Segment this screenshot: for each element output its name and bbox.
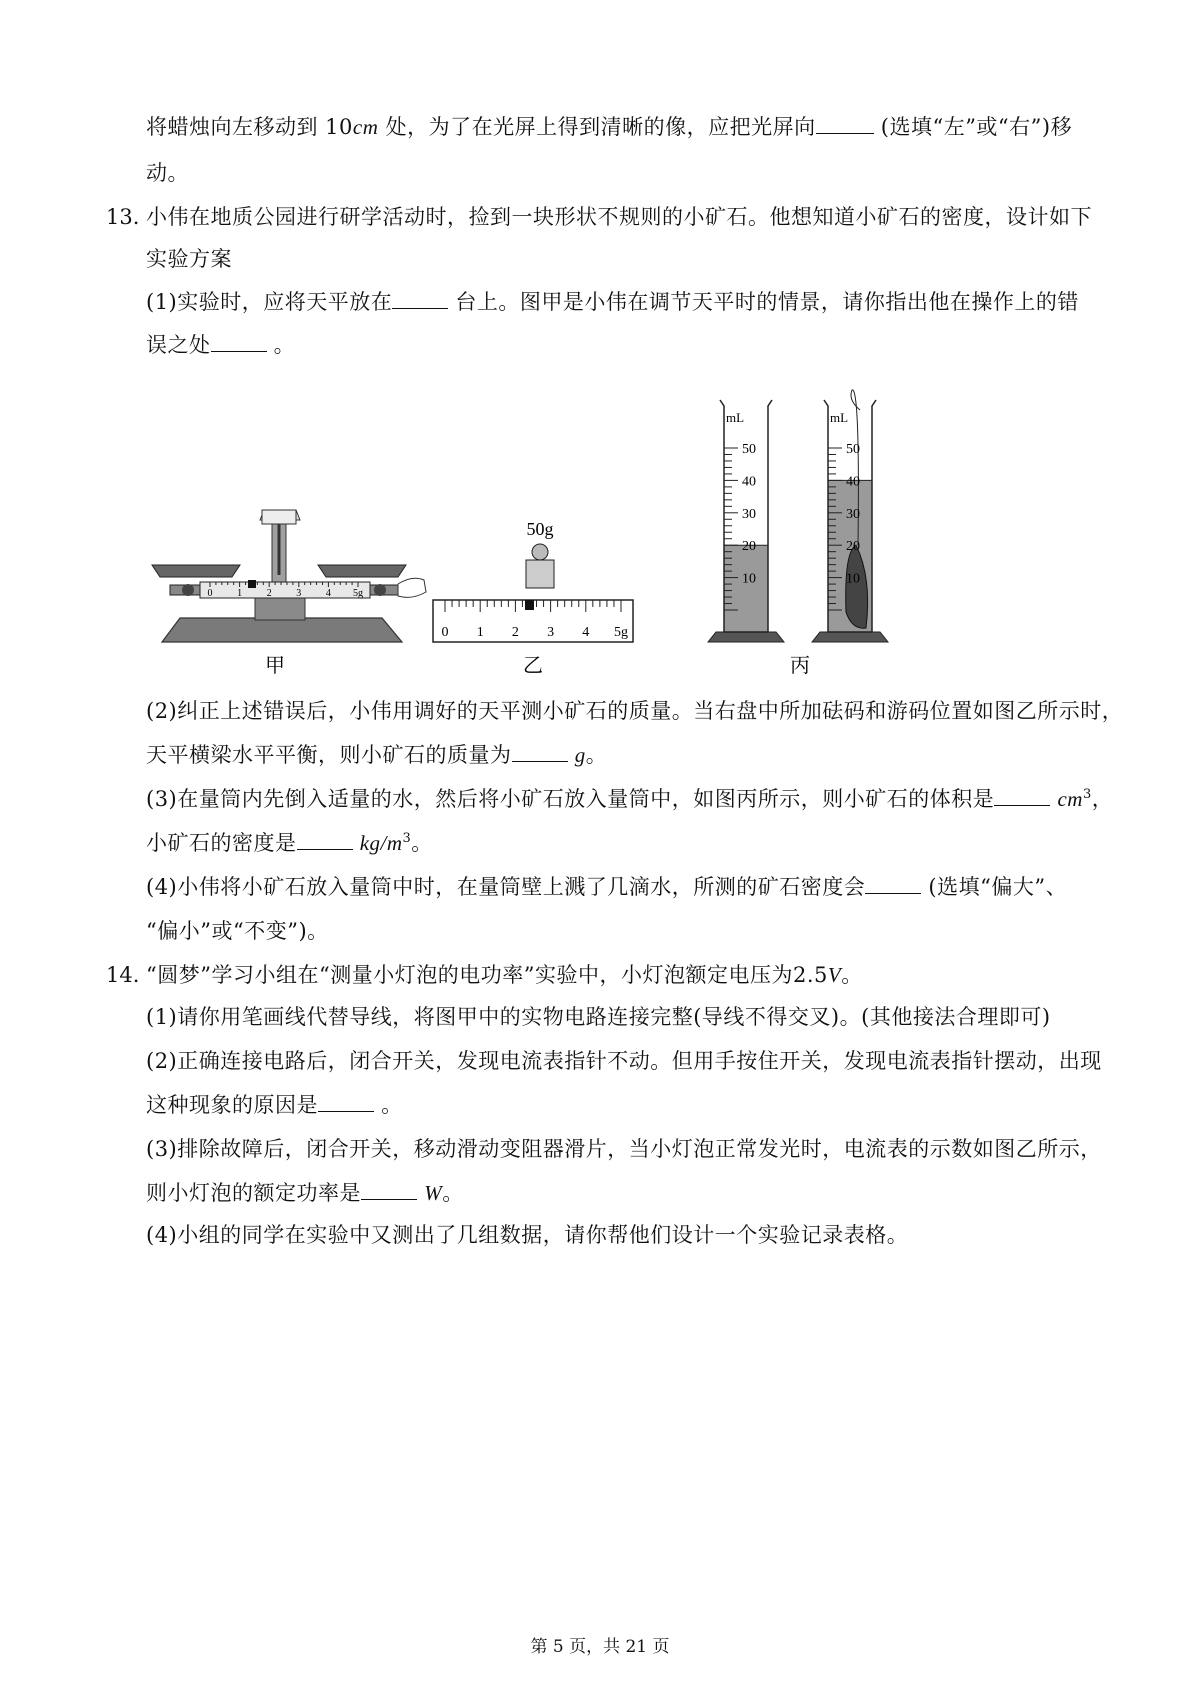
experiment-figure <box>140 370 900 690</box>
balance-jia <box>152 510 426 642</box>
q14-part3: (3)排除故障后，闭合开关，移动滑动变阻器滑片，当小灯泡正常发光时，电流表的示数如图乙所示， <box>146 1137 1102 1161</box>
cylinder-unit: mL <box>830 410 849 425</box>
label-bing: 丙 <box>790 653 810 677</box>
answer-blank[interactable] <box>361 1179 417 1200</box>
q13-part4-cont: “偏小”或“不变”)。 <box>146 919 329 943</box>
q13-part1-cont: 误之处 。 <box>146 333 296 357</box>
q14-part2: (2)正确连接电路后，闭合开关，发现电流表指针不动。但用手按住开关，发现电流表指针摆动，出现 <box>146 1049 1102 1073</box>
ruler-tick-label: 1 <box>476 625 484 640</box>
ruler-tick-label: 5g <box>614 625 628 640</box>
q13-stem-cont: 实验方案 <box>146 247 232 271</box>
page-footer: 第 5 页，共 21 页 <box>530 1637 670 1657</box>
question-12-line: 将蜡烛向左移动到 10cm 处，为了在光屏上得到清晰的像，应把光屏向 (选填“左”或“右”)移 <box>146 115 1073 139</box>
q14-stem: “圆梦”学习小组在“测量小灯泡的电功率”实验中，小灯泡额定电压为2.5V。 <box>146 963 863 987</box>
cylinder-tick-label: 50 <box>846 442 860 457</box>
ruler-tick-label: 2 <box>511 625 519 640</box>
q14-part2-cont: 这种现象的原因是 。 <box>146 1093 403 1117</box>
q13-part3-cont: 小矿石的密度是 $kg/m^3$。 <box>146 831 433 855</box>
cylinder-tick-label: 20 <box>846 539 860 555</box>
q14-part1: (1)请你用笔画线代替导线，将图甲中的实物电路连接完整(导线不得交叉)。(其他接法合理即可) <box>146 1005 1051 1029</box>
question-number: 14. <box>106 963 140 987</box>
question-number: 13. <box>106 205 140 229</box>
answer-blank[interactable] <box>297 829 353 850</box>
weight-and-ruler-yi <box>433 519 633 642</box>
q13-part4: (4)小伟将小矿石放入量筒中时，在量筒壁上溅了几滴水，所测的矿石密度会 (选填“偏大”、 <box>146 875 1068 899</box>
q14-part3-cont: 则小灯泡的额定功率是 W。 <box>146 1181 464 1205</box>
ruler-tick-label: 5g <box>353 588 363 599</box>
cylinder-tick-label: 10 <box>742 571 756 587</box>
q13-part2: (2)纠正上述错误后，小伟用调好的天平测小矿石的质量。当右盘中所加砝码和游码位置如图乙所示时， <box>146 699 1124 723</box>
q13-part2-cont: 天平横梁水平平衡，则小矿石的质量为 g。 <box>146 743 608 767</box>
ruler-tick-label: 0 <box>207 588 213 599</box>
cylinder-before <box>708 400 784 642</box>
cylinder-tick-label: 30 <box>846 506 860 522</box>
cylinder-tick-label: 30 <box>742 506 756 522</box>
ruler-tick-label: 0 <box>441 625 449 640</box>
ruler-tick-label: 4 <box>582 625 590 640</box>
label-jia: 甲 <box>265 653 285 677</box>
q13-part1: (1)实验时，应将天平放在 台上。图甲是小伟在调节天平时的情景，请你指出他在操作上的错 <box>146 290 1079 314</box>
weight-label: 50g <box>526 519 554 539</box>
cylinder-tick-label: 10 <box>846 571 860 587</box>
cylinder-after <box>812 390 888 642</box>
answer-blank[interactable] <box>816 113 874 134</box>
cylinder-tick-label: 40 <box>742 474 756 490</box>
ruler-tick-label: 3 <box>547 625 555 640</box>
q13-part3: (3)在量筒内先倒入适量的水，然后将小矿石放入量筒中，如图丙所示，则小矿石的体积是 $cm^3$， <box>146 787 1114 811</box>
ruler-tick-label: 2 <box>266 588 272 599</box>
rider <box>525 600 534 610</box>
q13-stem: 小伟在地质公园进行研学活动时，捡到一块形状不规则的小矿石。他想知道小矿石的密度，设计如下 <box>146 205 1092 229</box>
q14-part4: (4)小组的同学在实验中又测出了几组数据，请你帮他们设计一个实验记录表格。 <box>146 1223 909 1247</box>
label-yi: 乙 <box>523 653 543 677</box>
ruler-tick-label: 1 <box>237 588 243 599</box>
question-12-line-end: 动。 <box>146 161 189 185</box>
answer-blank[interactable] <box>211 331 267 352</box>
ruler-tick-label: 4 <box>325 588 331 599</box>
cylinder-unit: mL <box>726 410 745 425</box>
answer-blank[interactable] <box>512 741 568 762</box>
cylinder-tick-label: 50 <box>742 442 756 457</box>
answer-blank[interactable] <box>392 288 448 309</box>
ruler-tick-label: 3 <box>296 588 302 599</box>
cylinder-tick-label: 20 <box>742 539 756 555</box>
answer-blank[interactable] <box>865 873 921 894</box>
answer-blank[interactable] <box>994 785 1050 806</box>
cylinder-tick-label: 40 <box>846 474 860 490</box>
answer-blank[interactable] <box>318 1091 374 1112</box>
